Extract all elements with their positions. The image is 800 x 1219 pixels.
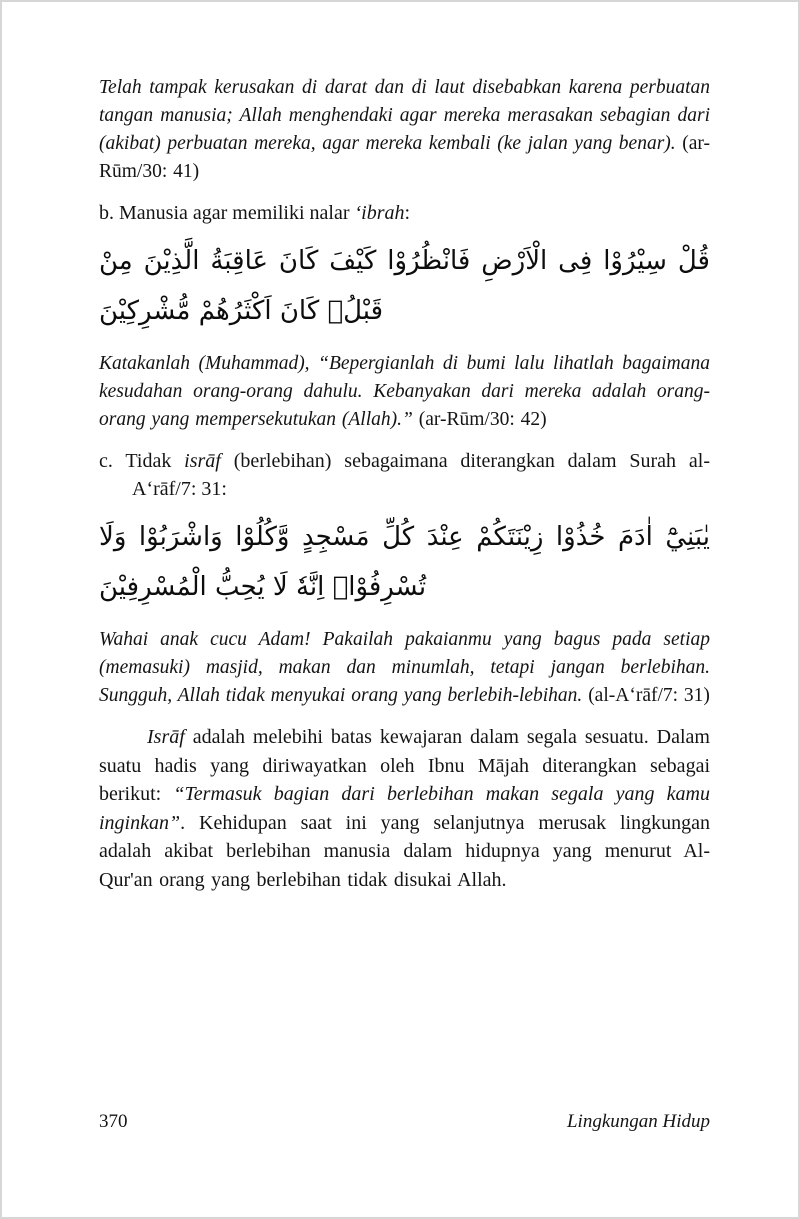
verse-reference-araf-31: (al-A‘rāf/7: 31) [588,685,710,706]
quran-translation-rum-42 [99,350,710,434]
list-item-b-colon: : [404,202,411,224]
list-item-c-suffix: (berlebihan) sebagaimana diterangkan dalam Surah al-A‘rāf/7: 31: [132,450,710,500]
translation-text-rum-42: Katakanlah (Muhammad), “Bepergianlah di bumi lalu lihatlah bagaimana kesudahan orang-orang dahulu. Kebanyakan dari mereka adalah orang-orang yang mempersekutukan (Allah).” [99,353,710,430]
list-item-c-term: isrāf [184,450,221,472]
page-footer [99,1111,710,1133]
translation-text-rum-41: Telah tampak kerusakan di darat dan di laut disebabkan karena perbuatan tangan manusia; Allah menghendaki agar mereka merasakan sebagian dari (akibat) perbuatan mereka, agar mereka kembali (ke jalan yang benar). [99,77,710,154]
body-text-2: . Kehidupan saat ini yang selanjutnya merusak lingkungan adalah akibat berlebihan manusia dalam hidupnya yang menurut Al-Qur'an orang yang berlebihan tidak disukai Allah. [99,811,710,891]
arabic-verse-araf-31: يٰبَنِيْٓ اٰدَمَ خُذُوْا زِيْنَتَكُمْ عِنْدَ كُلِّ مَسْجِدٍ وَّكُلُوْا وَاشْرَبُوْا وَلَا تُسْرِفُوْاۚ اِنَّهٗ لَا يُحِبُّ الْمُسْرِفِيْنَ [99,522,710,602]
body-paragraph-israf [99,723,710,894]
list-item-b-term: ‘ibrah [354,202,405,224]
list-item-b [99,199,710,227]
verse-reference-rum-41: (ar-Rūm/30: 41) [99,133,710,182]
page-number: 370 [99,1111,128,1132]
body-text-1: adalah melebihi batas kewajaran dalam segala sesuatu. Dalam suatu hadis yang diriwayatkan oleh Ibnu Mājah diterangkan sebagai berikut: [99,726,710,805]
list-item-c [99,447,710,503]
quran-translation-araf-31 [99,626,710,710]
list-item-c-text: c. Tidak [99,450,185,472]
page-content [2,2,798,894]
quran-translation-rum-41 [99,74,710,186]
translation-text-araf-31: Wahai anak cucu Adam! Pakailah pakaianmu yang bagus pada setiap (memasuki) masjid, makan dan minumlah, tetapi jangan berlebihan. Sungguh, Allah tidak menyukai orang yang berlebih-lebihan. [99,629,710,706]
body-lead-term: Isrāf [147,726,185,748]
running-title: Lingkungan Hidup [566,1111,710,1132]
hadith-quote: “Termasuk bagian dari berlebihan makan segala yang kamu inginkan” [99,783,710,834]
verse-reference-rum-42: (ar-Rūm/30: 42) [418,409,547,430]
list-item-b-text: b. Manusia agar memiliki nalar [99,202,355,224]
arabic-verse-rum-42: قُلْ سِيْرُوْا فِى الْاَرْضِ فَانْظُرُوْا كَيْفَ كَانَ عَاقِبَةُ الَّذِيْنَ مِنْ قَبْلُۗ كَانَ اَكْثَرُهُمْ مُّشْرِكِيْنَ [99,246,710,326]
